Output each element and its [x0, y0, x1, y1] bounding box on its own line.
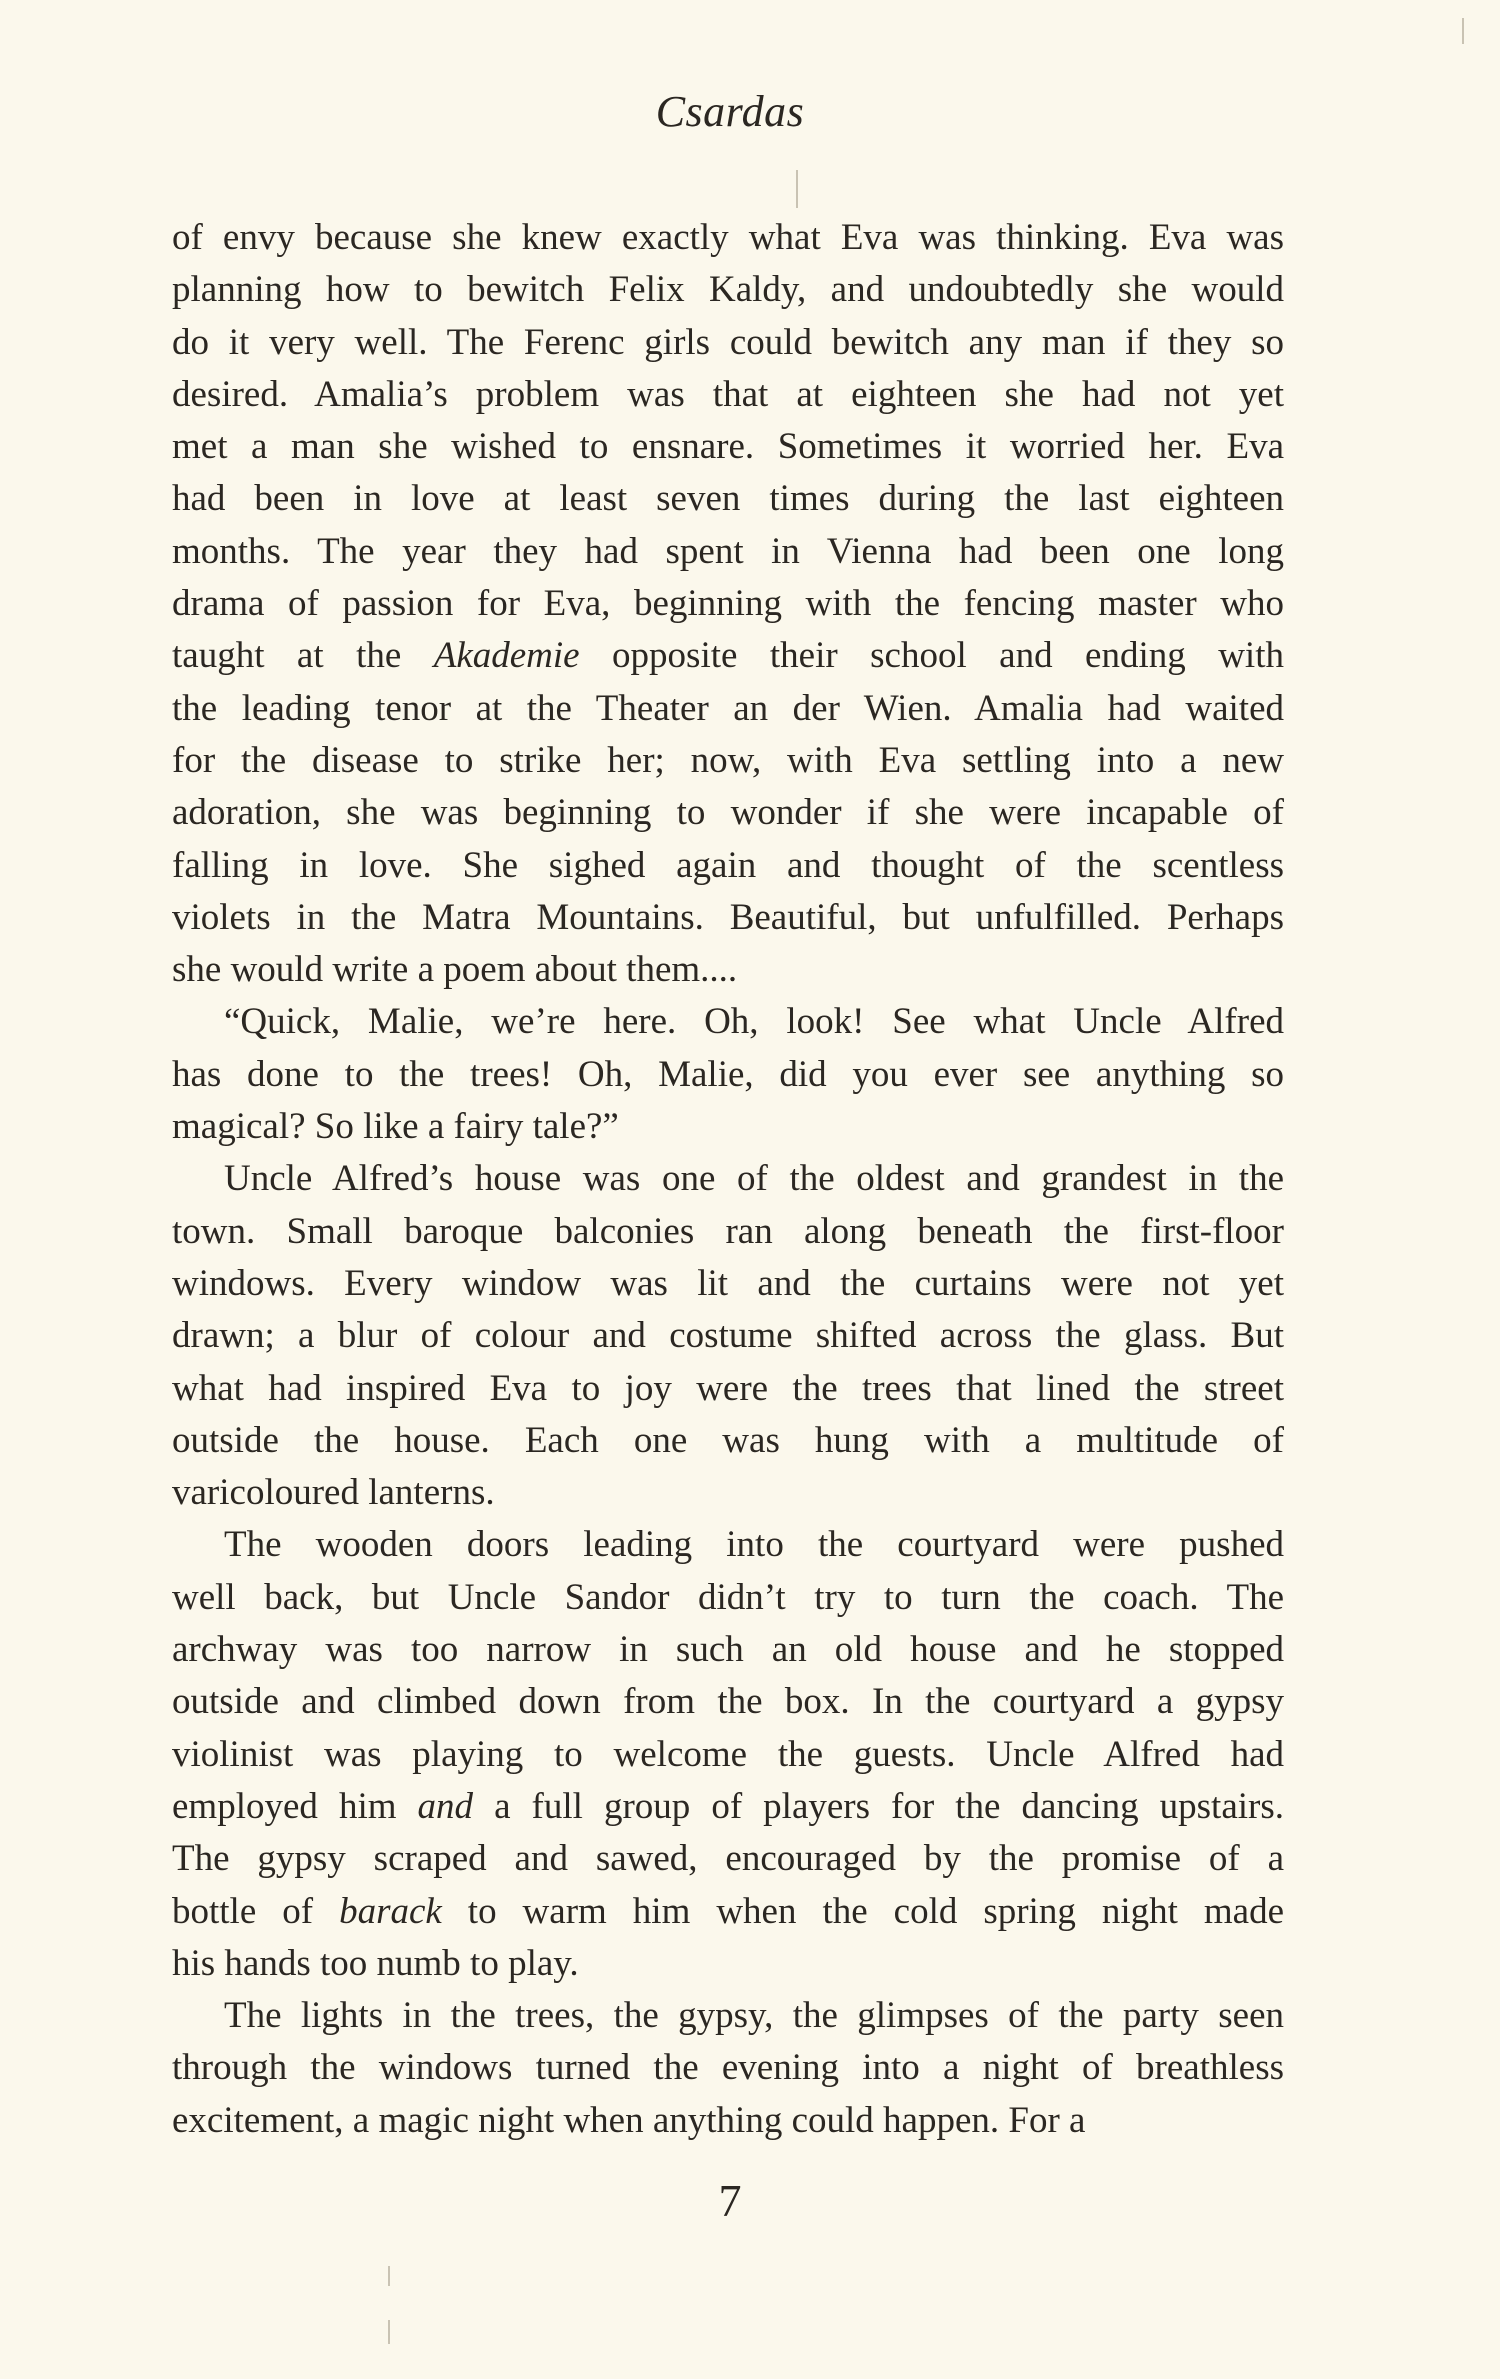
text-line: outside and climbed down from the box. In the courtyard a gypsy: [172, 1681, 1284, 1723]
text-line: [172, 1781, 1284, 1833]
text-line: his hands too numb to play.: [172, 1942, 579, 1984]
text-line: months. The year they had spent in Vienna had been one long: [172, 530, 1284, 572]
paragraph: [172, 996, 1284, 1153]
italic-word: and: [417, 1785, 474, 1827]
scan-edge-mark: [796, 170, 798, 208]
text-line: met a man she wished to ensnare. Sometimes it worried her. Eva: [172, 426, 1284, 468]
text-line: has done to the trees! Oh, Malie, did you ever see anything so: [172, 1053, 1284, 1095]
text-run: a full group of players for the dancing upstairs.: [473, 1785, 1284, 1827]
text-run: bottle of: [172, 1890, 340, 1932]
text-line: she would write a poem about them....: [172, 949, 738, 991]
text-line: what had inspired Eva to joy were the trees that lined the street: [172, 1367, 1284, 1409]
text-line: planning how to bewitch Felix Kaldy, and undoubtedly she would: [172, 269, 1284, 311]
text-line: had been in love at least seven times during the last eighteen: [172, 478, 1284, 520]
scan-edge-mark: [388, 2266, 390, 2286]
text-line: drama of passion for Eva, beginning with the fencing master who: [172, 583, 1284, 625]
text-line: drawn; a blur of colour and costume shifted across the glass. But: [172, 1315, 1284, 1357]
text-run: employed him: [172, 1785, 418, 1827]
paragraph: [172, 212, 1284, 996]
text-line: falling in love. She sighed again and thought of the scentless: [172, 844, 1284, 886]
text-run: to warm him when the cold spring night made: [441, 1890, 1284, 1932]
text-line: archway was too narrow in such an old house and he stopped: [172, 1629, 1284, 1671]
text-line: windows. Every window was lit and the curtains were not yet: [172, 1262, 1284, 1304]
body-text: [172, 212, 1284, 2147]
text-line: the leading tenor at the Theater an der Wien. Amalia had waited: [172, 687, 1284, 729]
text-line: for the disease to strike her; now, with Eva settling into a new: [172, 739, 1284, 781]
paragraph: [172, 1153, 1284, 1519]
text-line: of envy because she knew exactly what Eva was thinking. Eva was: [172, 217, 1284, 258]
text-line: The wooden doors leading into the courtyard were pushed: [224, 1524, 1284, 1566]
text-line: desired. Amalia’s problem was that at eighteen she had not yet: [172, 373, 1284, 415]
text-line: adoration, she was beginning to wonder if she were incapable of: [172, 792, 1284, 834]
text-line: through the windows turned the evening into a night of breathless: [172, 2047, 1284, 2089]
text-line: excitement, a magic night when anything could happen. For a: [172, 2099, 1086, 2141]
text-line: [172, 1886, 1284, 1938]
text-line: The lights in the trees, the gypsy, the glimpses of the party seen: [224, 1995, 1284, 2037]
text-line: town. Small baroque balconies ran along beneath the first-floor: [172, 1210, 1284, 1252]
text-line: [172, 630, 1284, 682]
text-run: opposite their school and ending with: [579, 635, 1284, 677]
text-line: do it very well. The Ferenc girls could bewitch any man if they so: [172, 321, 1284, 363]
text-line: magical? So like a fairy tale?”: [172, 1106, 619, 1148]
page-number: 7: [718, 2175, 742, 2226]
text-run: taught at the: [172, 635, 434, 677]
text-line: well back, but Uncle Sandor didn’t try to turn the coach. The: [172, 1576, 1284, 1618]
text-line: “Quick, Malie, we’re here. Oh, look! See what Uncle Alfred: [224, 1001, 1284, 1043]
scan-edge-mark: [1462, 18, 1464, 44]
italic-word: Akademie: [433, 635, 580, 677]
paragraph: [172, 1990, 1284, 2147]
text-line: The gypsy scraped and sawed, encouraged by the promise of a: [172, 1838, 1284, 1880]
paragraph: [172, 1519, 1284, 1990]
running-head: Csardas: [655, 87, 805, 136]
text-line: varicoloured lanterns.: [172, 1472, 495, 1514]
text-line: violets in the Matra Mountains. Beautiful, but unfulfilled. Perhaps: [172, 896, 1284, 938]
italic-word: barack: [339, 1890, 442, 1932]
scan-edge-mark: [388, 2320, 390, 2344]
text-line: Uncle Alfred’s house was one of the oldest and grandest in the: [224, 1158, 1284, 1200]
text-line: outside the house. Each one was hung with a multitude of: [172, 1419, 1284, 1461]
text-line: violinist was playing to welcome the guests. Uncle Alfred had: [172, 1733, 1284, 1775]
